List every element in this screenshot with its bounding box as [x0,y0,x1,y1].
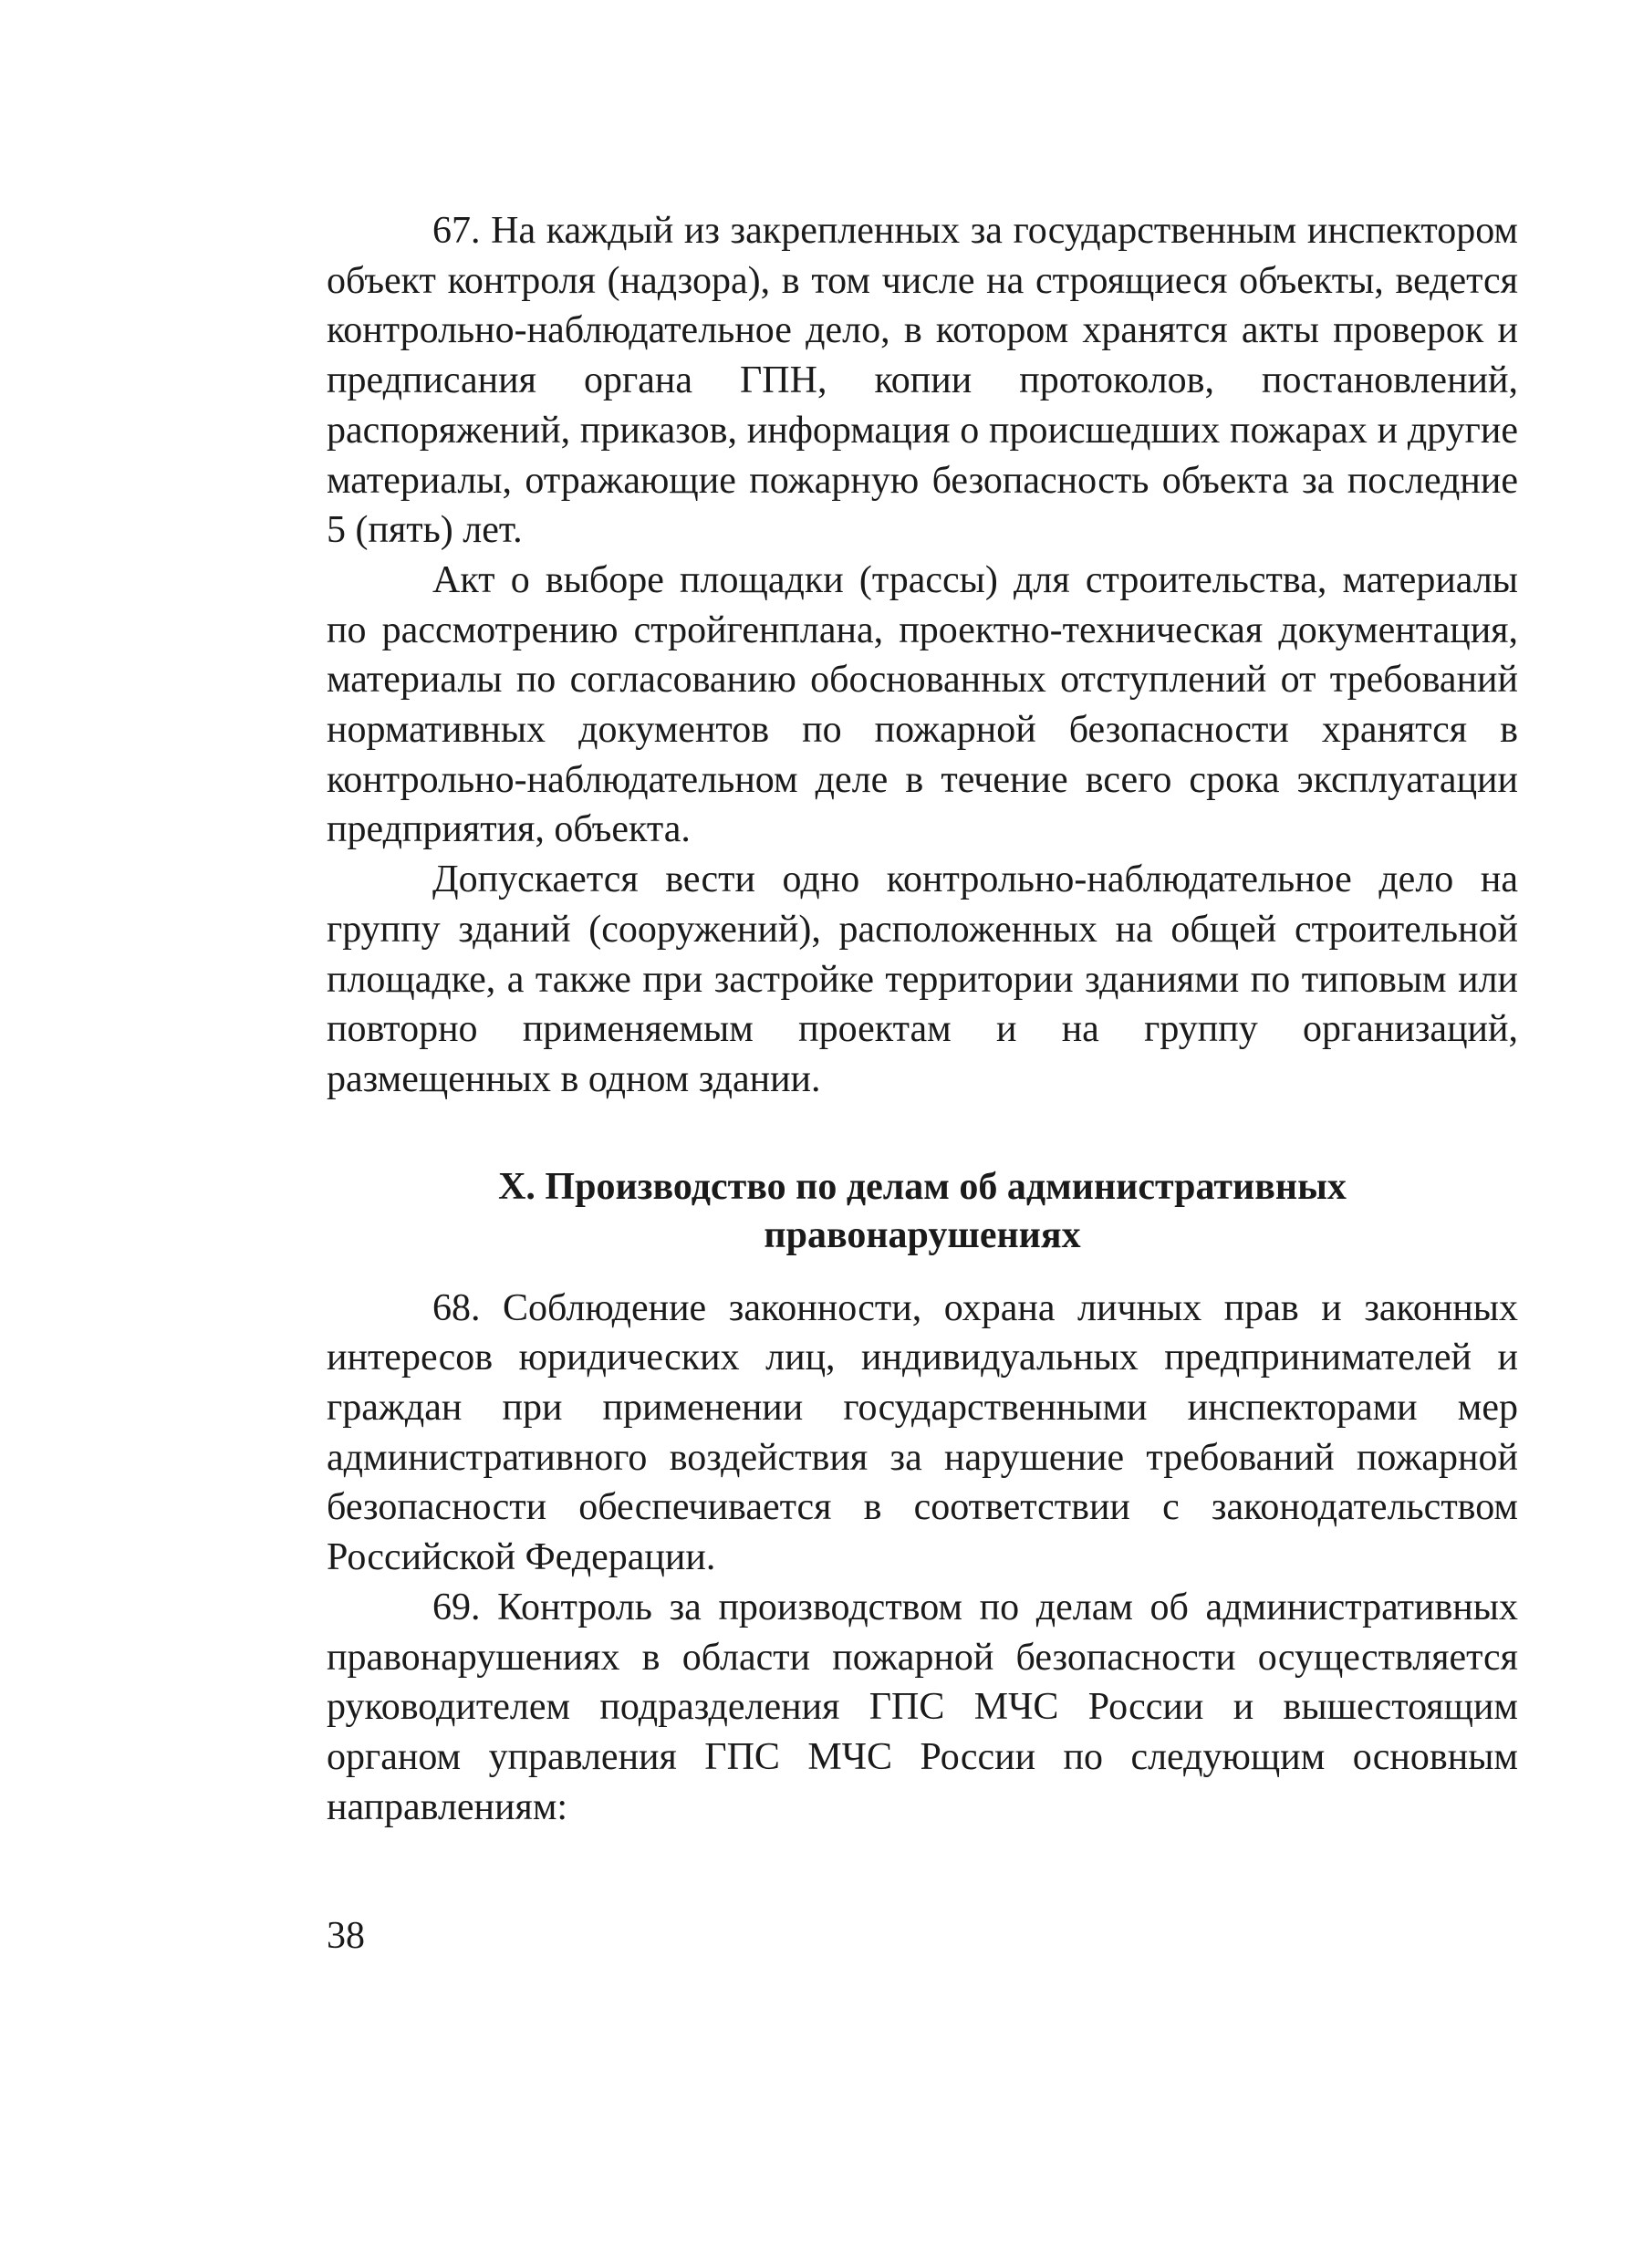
section-heading: X. Производство по делам об административных правонарушениях [498,1165,1347,1256]
paragraph-act-site-selection: Акт о выборе площадки (трассы) для строительства, материалы по рассмотрению стройгенплана, проектно-техническая документация, материалы по согласованию обоснованных отступлений от требований нормативных документов по пожарной безопасности хранятся в контрольно-наблюдательном деле в течение всего срока эксплуатации предприятия, объекта. [327,558,1518,851]
paragraph-67: 67. На каждый из закрепленных за государственным инспектором объект контроля (надзора), в том числе на строящиеся объекты, ведется контрольно-наблюдательное дело, в котором хранятся акты проверок и предписания органа ГПН, копии протоколов, постановлений, распоряжений, приказов, информация о происшедших пожарах и другие материалы, отражающие пожарную безопасность объекта за последние 5 (пять) лет. [327,210,1518,552]
paragraph-single-case-file: Допускается вести одно контрольно-наблюдательное дело на группу зданий (сооружений), расположенных на общей строительной площадке, а также при застройке территории зданиями по типовым или повторно применяемым проектам и на группу организаций, размещенных в одном здании. [327,858,1518,1100]
paragraph-69: 69. Контроль за производством по делам об административных правонарушениях в области пожарной безопасности осуществляется руководителем подразделения ГПС МЧС России и вышестоящим органом управления ГПС МЧС России по следующим основным направлениям: [327,1586,1518,1828]
text-column [327,206,1518,1832]
paragraph-68: 68. Соблюдение законности, охрана личных прав и законных интересов юридических лиц, индивидуальных предпринимателей и граждан при применении государственными инспекторами мер административного воздействия за нарушение требований пожарной безопасности обеспечивается в соответствии с законодательством Российской Федерации. [327,1286,1518,1579]
page-number: 38 [327,1915,365,1957]
